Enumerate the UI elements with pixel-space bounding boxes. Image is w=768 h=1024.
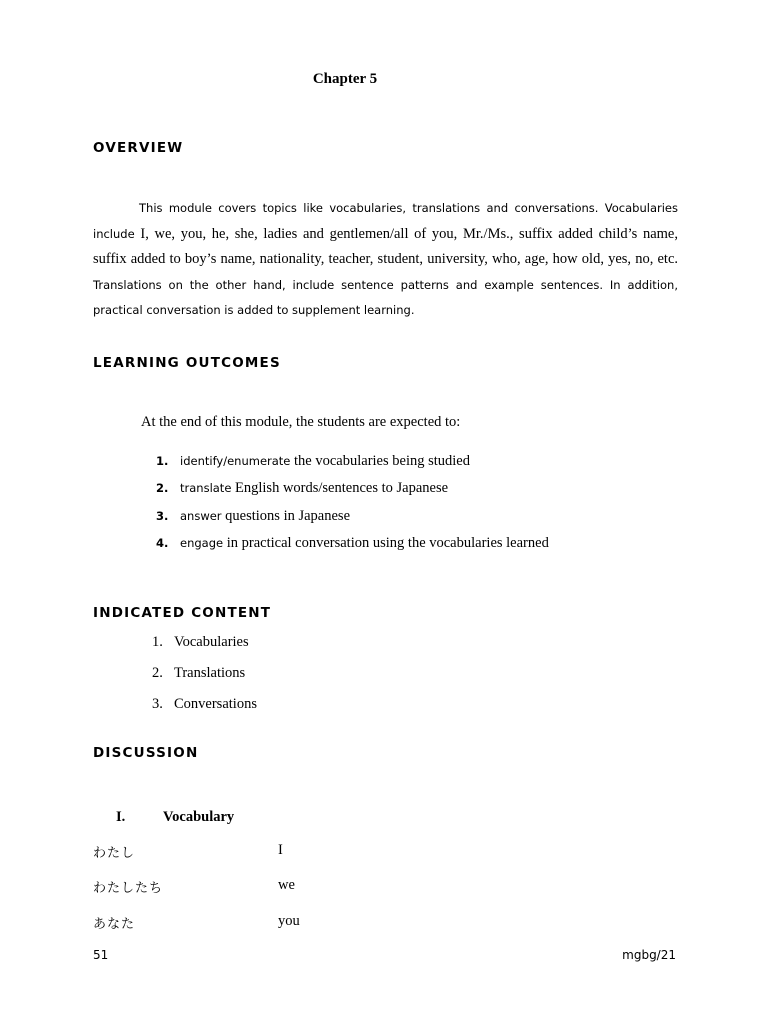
content-number: 2. [152,665,163,681]
outcome-number: 4. [156,536,169,550]
vocabulary-number: I. [116,809,126,825]
page-number: 51 [93,948,109,962]
footer-code: mgbg/21 [622,948,676,962]
vocab-japanese: わたし [93,846,136,861]
content-item [152,696,257,713]
vocabulary-title: Vocabulary [163,809,235,825]
vocab-english: we [278,877,295,893]
content-number: 3. [152,696,163,712]
outcome-number: 3. [156,509,169,523]
outcomes-intro: At the end of this module, the students are expected to: [141,414,461,430]
vocab-japanese: わたしたち [93,881,164,896]
outcome-text: in practical conversation using the vocabularies learned [223,535,549,551]
overview-text-part-2: I, we, you, he, she, ladies and gentlemen/all of you, Mr./Ms., suffix added child’s name, suffix added to boy’s name, nationality, teacher, student, university, who, age, how old, yes, no, etc. [93,225,678,267]
content-label: Conversations [174,696,257,712]
outcome-item [156,508,350,525]
outcome-item [156,453,470,470]
outcome-number: 2. [156,481,169,495]
outcome-item [156,535,549,552]
outcome-keyword: answer [180,509,222,523]
content-item [152,634,249,651]
outcome-keyword: engage [180,536,224,550]
overview-paragraph [93,196,678,324]
overview-text-part-1: This module covers topics like vocabularies, translations and conversations. Vocabularies include [93,201,678,241]
outcome-text: English words/sentences to Japanese [231,480,449,496]
vocabulary-subheading [116,809,234,826]
outcome-text: questions in Japanese [221,508,351,524]
content-item [152,665,245,682]
indicated-content-heading: INDICATED CONTENT [93,605,272,621]
learning-outcomes-heading: LEARNING OUTCOMES [93,355,281,371]
outcome-keyword: translate [180,481,232,495]
chapter-title: Chapter 5 [312,71,378,87]
overview-text-part-3: Translations on the other hand, include sentence patterns and example sentences. In addition, practical conversation is added to supplement learning. [93,277,678,317]
content-number: 1. [152,634,163,650]
overview-heading: OVERVIEW [93,140,184,156]
vocab-english: I [278,842,283,858]
outcome-number: 1. [156,454,169,468]
vocab-english: you [278,913,300,929]
outcome-text: the vocabularies being studied [290,453,470,469]
discussion-heading: DISCUSSION [93,745,199,761]
vocab-japanese: あなた [93,917,136,932]
content-label: Translations [174,665,246,681]
outcome-keyword: identify/enumerate [180,454,291,468]
outcome-item [156,480,448,497]
content-label: Vocabularies [174,634,249,650]
